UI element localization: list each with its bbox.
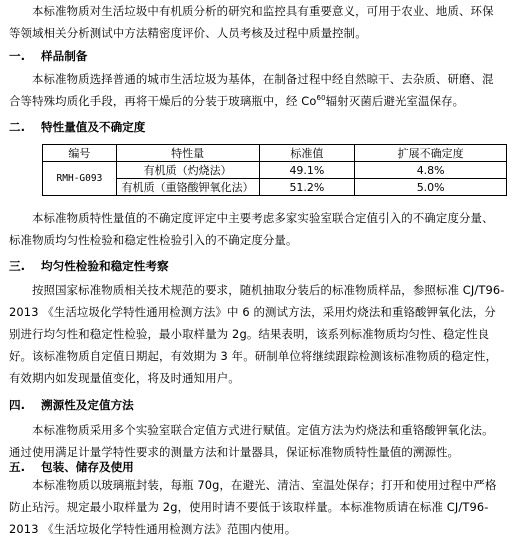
value-cell: 49.1% <box>259 162 355 179</box>
value-cell: 51.2% <box>259 179 355 196</box>
header-property: 特性量 <box>116 145 259 162</box>
section-heading-4 <box>9 396 134 414</box>
section-number: 五. <box>9 460 25 474</box>
section-title: 包装、储存及使用 <box>41 460 134 474</box>
traceability-paragraph: 本标准物质采用多个实验室联合定值方式进行赋值。定值方法为灼烧法和重铬酸钾氧化法。通过使用满足计量学特性要求的测量方法和计量器具，保证标准物质特性量值的溯源性。 <box>9 423 494 459</box>
property-cell: 有机质（重铬酸钾氧化法） <box>116 179 259 196</box>
uncertainty-cell: 5.0% <box>355 179 507 196</box>
section-number: 二. <box>9 120 25 134</box>
uncertainty-paragraph: 本标准物质特性量值的不确定度评定中主要考虑多家实验室联合定值引入的不确定度分量、标准物质均匀性检验和稳定性检验引入的不确定度分量。 <box>9 211 494 247</box>
section-number: 四. <box>9 398 25 412</box>
header-uncertainty: 扩展不确定度 <box>355 145 507 162</box>
prep-text: 本标准物质选择普通的城市生活垃圾为基体，在制备过程中经自然晾干、去杂质、研磨、混合等特殊均质化手段，再将干燥后的分装于玻璃瓶中，经 Co <box>9 72 494 108</box>
header-code: 编号 <box>43 145 117 162</box>
header-value: 标准值 <box>259 145 355 162</box>
homogeneity-paragraph: 按照国家标准物质相关技术规范的要求，随机抽取分装后的标准物质样品，参照标准 CJ/T96-2013 《生活垃圾化学特性通用检测方法》中 6 的测试方法，采用灼烧法和重铬酸钾氧化法，分别进行均匀性和稳定性检验，最小取样量为 2g。结果表明，该系列标准物质均匀性、稳定性良好。该标准物质自定值日期起，有效期为 3 年。研制单位将继续跟踪检测该标准物质的稳定性，有效期内如发现量值变化，将及时通知用户。 <box>9 283 505 385</box>
section-title: 均匀性检验和稳定性考察 <box>41 259 169 273</box>
sample-code: RMH-G093 <box>43 162 117 196</box>
prep-paragraph <box>9 68 505 112</box>
section-title: 溯源性及定值方法 <box>41 398 134 412</box>
intro-paragraph: 本标准物质对生活垃圾中有机质分析的研究和监控具有重要意义，可用于农业、地质、环保等领域相关分析测试中方法精密度评价、人员考核及过程中质量控制。 <box>9 4 494 40</box>
section-heading-1 <box>9 47 87 65</box>
table-row <box>43 162 507 179</box>
section-heading-3 <box>9 257 169 275</box>
uncertainty-cell: 4.8% <box>355 162 507 179</box>
section-number: 一. <box>9 49 25 63</box>
section-heading-2 <box>9 118 145 136</box>
packaging-paragraph: 本标准物质以玻璃瓶封装，每瓶 70g，在避光、清洁、室温处保存；打开和使用过程中严格防止玷污。规定最小取样量为 2g，使用时请不要低于该取样量。本标准物质请在标准 CJ/T96-2013 《生活垃圾化学特性通用检测方法》范围内使用。 <box>9 478 497 536</box>
isotope-superscript: 60 <box>316 94 326 103</box>
property-cell: 有机质（灼烧法） <box>116 162 259 179</box>
section-title: 特性量值及不确定度 <box>41 120 146 134</box>
section-title: 样品制备 <box>41 49 88 63</box>
section-number: 三. <box>9 259 25 273</box>
table-header-row <box>43 145 507 162</box>
prep-text-end: 辐射灭菌后避光室温保存。 <box>325 94 465 108</box>
property-value-table <box>42 144 507 196</box>
